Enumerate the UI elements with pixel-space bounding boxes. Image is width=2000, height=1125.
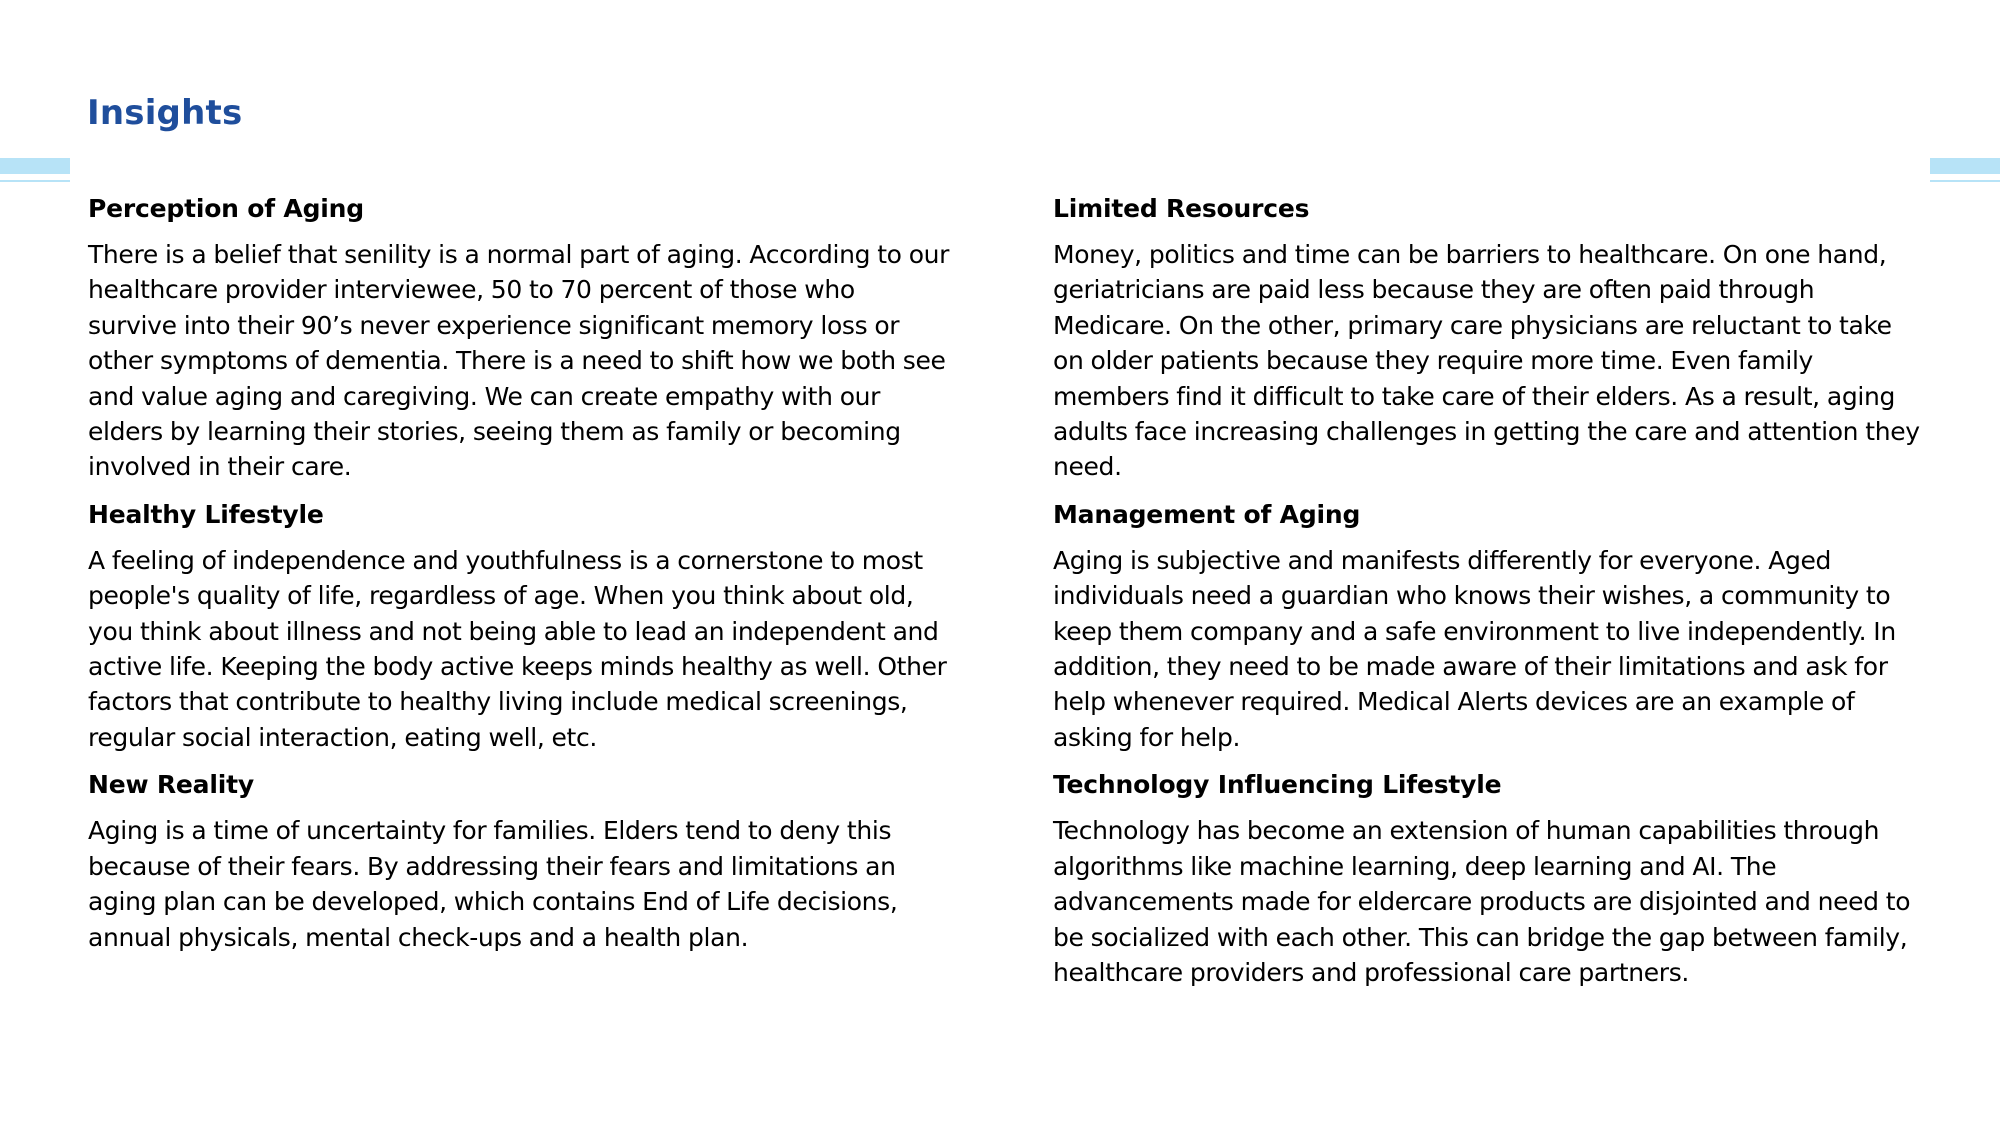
- section-technology-influencing-lifestyle: [1053, 766, 1928, 990]
- accent-bar-thin: [0, 180, 70, 182]
- section-heading: Healthy Lifestyle: [88, 499, 324, 529]
- section-body: Aging is a time of uncertainty for families. Elders tend to deny this because of their fears. By addressing their fears and limitations an aging plan can be developed, which contains End of Life decisions, annual physicals, mental check-ups and a health plan.: [88, 816, 898, 952]
- section-heading: Limited Resources: [1053, 194, 1310, 223]
- section-heading: Technology Influencing Lifestyle: [1053, 770, 1502, 800]
- accent-bar-thin: [1930, 180, 2000, 182]
- section-limited-resources: [1053, 190, 1928, 485]
- section-perception-of-aging: [88, 190, 950, 485]
- section-heading: Perception of Aging: [88, 194, 364, 223]
- accent-bar-thick: [0, 158, 70, 174]
- section-heading: Management of Aging: [1053, 499, 1361, 529]
- left-column: [88, 190, 950, 966]
- left-accent-bars: [0, 158, 70, 182]
- section-body: There is a belief that senility is a normal part of aging. According to our healthcare provider interviewee, 50 to 70 percent of those who survive into their 90’s never experience significant memory loss or other symptoms of dementia. There is a need to shift how we both see and value aging and caregiving. We can create empathy with our elders by learning their stories, seeing them as family or becoming involved in their care.: [88, 240, 950, 482]
- section-heading: New Reality: [88, 770, 254, 800]
- accent-bar-thick: [1930, 158, 2000, 174]
- section-management-of-aging: [1053, 496, 1928, 755]
- right-accent-bars: [1930, 158, 2000, 182]
- section-body: A feeling of independence and youthfulness is a cornerstone to most people's quality of life, regardless of age. When you think about old, you think about illness and not being able to lead an independent and active life. Keeping the body active keeps minds healthy as well. Other factors that contribute to healthy living include medical screenings, regular social interaction, eating well, etc.: [88, 545, 947, 752]
- page-title: Insights: [87, 93, 243, 133]
- section-body: Technology has become an extension of human capabilities through algorithms like machine learning, deep learning and AI. The advancements made for eldercare products are disjointed and need to be socialized with each other. This can bridge the gap between family, healthcare providers and professional care partners.: [1053, 816, 1911, 987]
- section-healthy-lifestyle: [88, 496, 950, 755]
- section-body: Aging is subjective and manifests differently for everyone. Aged individuals need a guardian who knows their wishes, a community to keep them company and a safe environment to live independently. In addition, they need to be made aware of their limitations and ask for help whenever required. Medical Alerts devices are an example of asking for help.: [1053, 545, 1896, 752]
- right-column: [1053, 190, 1928, 1001]
- section-body: Money, politics and time can be barriers to healthcare. On one hand, geriatricians are paid less because they are often paid through Medicare. On the other, primary care physicians are reluctant to take on older patients because they require more time. Even family members find it difficult to take care of their elders. As a result, aging adults face increasing challenges in getting the care and attention they need.: [1053, 240, 1920, 482]
- section-new-reality: [88, 766, 950, 955]
